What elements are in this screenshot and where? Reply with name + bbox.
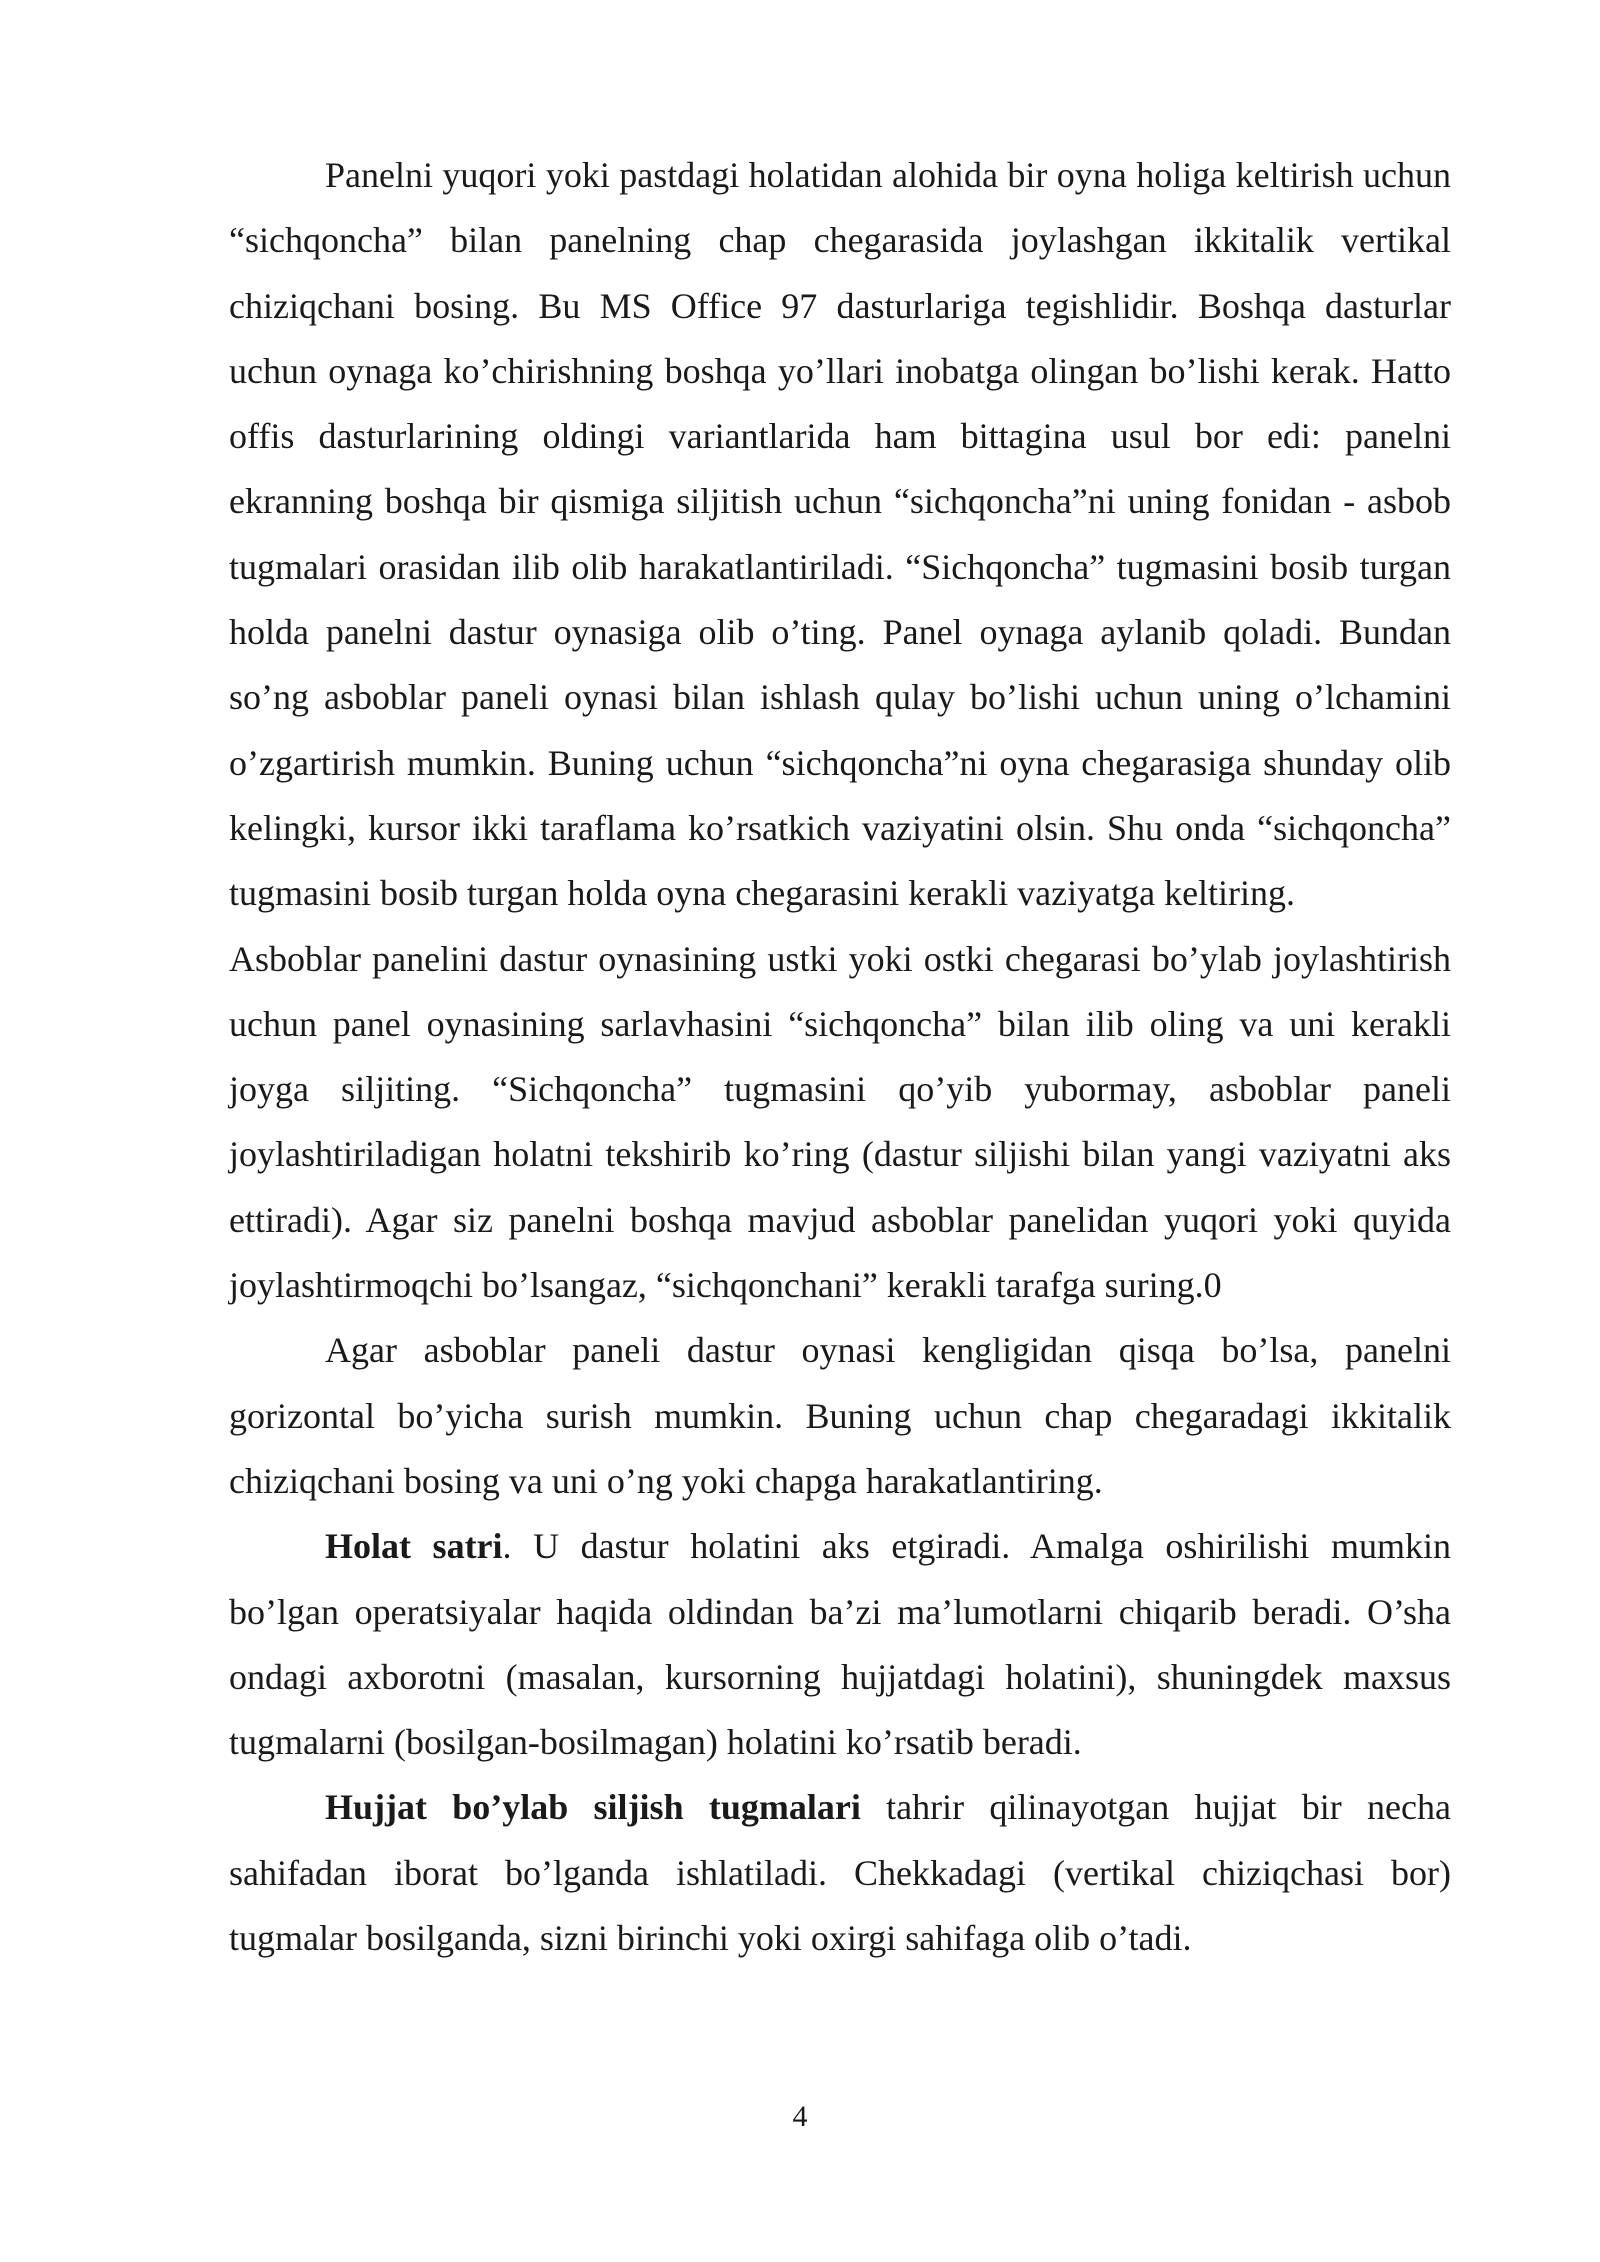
term-status-bar: Holat satri <box>325 1526 503 1567</box>
paragraph-text: Panelni yuqori yoki pastdagi holatidan alohida bir oyna holiga keltirish uchun “sichqoncha” bilan panelning chap chegarasida joylashgan ikkitalik vertikal chiziqchani bosing. Bu MS Office 97 dasturlariga tegishlidir. Boshqa dasturlar uchun oynaga ko’chirishning boshqa yo’llari inobatga olingan bo’lishi kerak. Hatto offis dasturlarining oldingi variantlarida ham bittagina usul bor edi: panelni ekranning boshqa bir qismiga siljitish uchun “sichqoncha”ni uning fonidan - asbob tugmalari orasidan ilib olib harakatlantiriladi. “Sichqoncha” tugmasini bosib turgan holda panelni dastur oynasiga olib o’ting. Panel oynaga aylanib qoladi. Bundan so’ng asboblar paneli oynasi bilan ishlash qulay bo’lishi uchun uning o’lchamini o’zgartirish mumkin. Buning uchun “sichqoncha”ni oyna chegarasiga shunday olib kelingki, kursor ikki taraflama ko’rsatkich vaziyatini olsin. Shu onda “sichqoncha” tugmasini bosib turgan holda oyna chegarasini kerakli vaziyatga keltiring. <box>229 155 1451 914</box>
paragraph-status-bar <box>229 1514 1451 1775</box>
term-navigation-buttons: Hujjat bo’ylab siljish tugmalari <box>325 1787 861 1828</box>
paragraph-floating-panel <box>229 143 1451 927</box>
paragraph-horizontal-scroll <box>229 1318 1451 1514</box>
paragraph-text: . U dastur holatini aks etgiradi. Amalga oshirilishi mumkin bo’lgan operatsiyalar haqida oldindan ba’zi ma’lumotlarni chiqarib beradi. O’sha ondagi axborotni (masalan, kursorning hujjatdagi holatini), shuningdek maxsus tugmalarni (bosilgan-bosilmagan) holatini ko’rsatib beradi. <box>229 1526 1451 1763</box>
paragraph-docking-panel <box>229 927 1451 1319</box>
document-body <box>229 143 1451 1971</box>
paragraph-navigation-buttons <box>229 1775 1451 1971</box>
paragraph-text: Asboblar panelini dastur oynasining ustki yoki ostki chegarasi bo’ylab joylashtirish uchun panel oynasining sarlavhasini “sichqoncha” bilan ilib oling va uni kerakli joyga siljiting. “Sichqoncha” tugmasini qo’yib yubormay, asboblar paneli joylashtiriladigan holatni tekshirib ko’ring (dastur siljishi bilan yangi vaziyatni aks ettiradi). Agar siz panelni boshqa mavjud asboblar panelidan yuqori yoki quyida joylashtirmoqchi bo’lsangaz, “sichqonchani” kerakli tarafga suring.0 <box>229 938 1451 1306</box>
page-number: 4 <box>792 2100 808 2133</box>
paragraph-text: tahrir qilinayotgan hujjat bir necha sahifadan iborat bo’lganda ishlatiladi. Chekkadagi (vertikal chiziqchasi bor) tugmalar bosilganda, sizni birinchi yoki oxirgi sahifaga olib o’tadi. <box>229 1787 1451 1959</box>
paragraph-text: Agar asboblar paneli dastur oynasi kengligidan qisqa bo’lsa, panelni gorizontal bo’yicha surish mumkin. Buning uchun chap chegaradagi ikkitalik chiziqchani bosing va uni o’ng yoki chapga harakatlantiring. <box>229 1330 1451 1501</box>
